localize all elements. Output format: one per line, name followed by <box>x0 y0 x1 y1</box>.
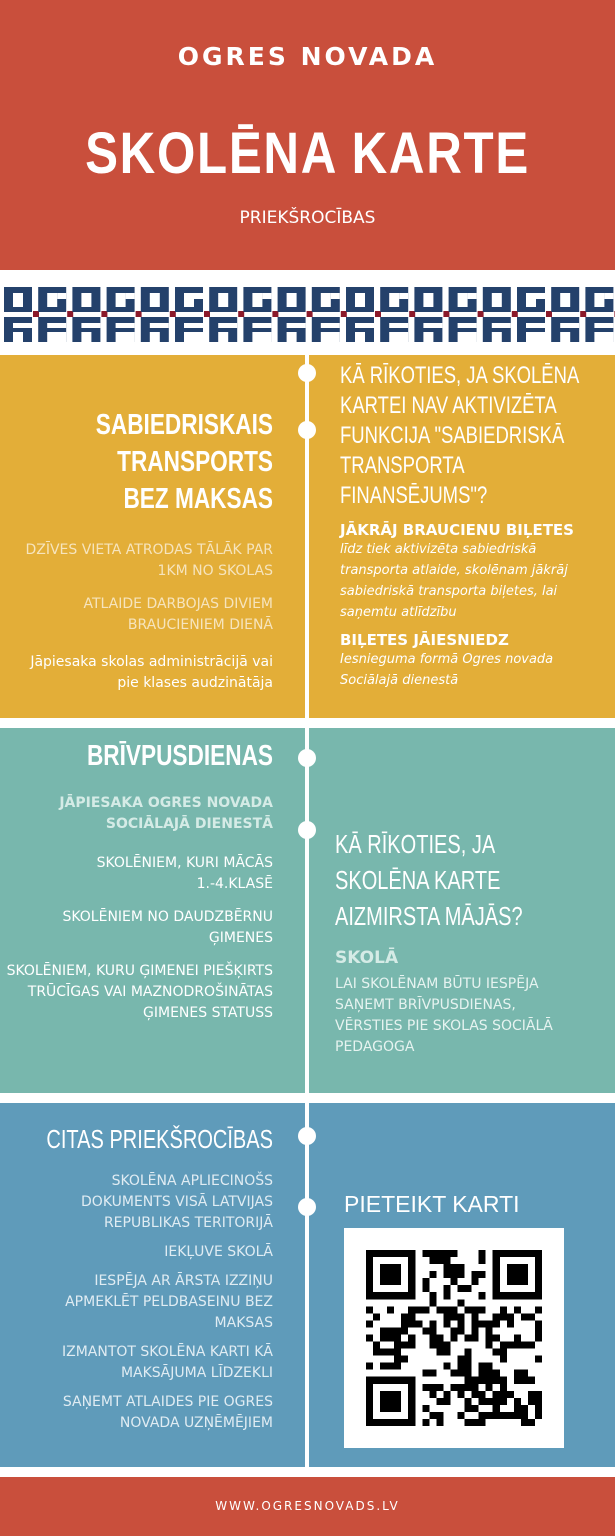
transport-note: Jāpiesaka skolas administrācijā vai pie klases audzinātāja <box>30 654 273 691</box>
step2-title: BIĻETES JĀIESNIEDZ <box>340 631 509 649</box>
step1-title: JĀKRĀJ BRAUCIENU BIĻETES <box>340 521 574 539</box>
lunch-item: SKOLĒNIEM, KURI MĀCĀS 1.-4.KLASĒ <box>96 855 273 892</box>
timeline-dot <box>298 1198 316 1216</box>
lunch-item: SKOLĒNIEM NO DAUDZBĒRNU ĢIMENES <box>62 909 273 946</box>
timeline-line <box>305 345 309 1477</box>
lunch-apply: JĀPIESAKA OGRES NOVADA SOCIĀLAJĀ DIENESTĀ <box>59 795 273 832</box>
timeline-dot <box>298 364 316 382</box>
forgot-text: LAI SKOLĒNAM BŪTU IESPĒJA SAŅEMT BRĪVPUSDIENAS, VĒRSTIES PIE SKOLAS SOCIĀLĀ PEDAGOGA <box>335 976 553 1055</box>
lunch-title: BRĪVPUSDIENAS <box>86 740 273 772</box>
header <box>0 0 615 270</box>
other-column <box>0 1123 273 1434</box>
lunch-column <box>0 738 273 1024</box>
timeline-dot <box>298 1127 316 1145</box>
transport-title: SABIEDRISKAIS TRANSPORTS BEZ MAKSAS <box>95 409 274 515</box>
other-item: SAŅEMT ATLAIDES PIE OGRES NOVADA UZŅĒMĒJIEM <box>62 1394 273 1431</box>
footer-url[interactable]: WWW.OGRESNOVADS.LV <box>0 1477 615 1536</box>
org-name: OGRES NOVADA <box>177 42 438 71</box>
step1-text: līdz tiek aktivizēta sabiedriskā transporta atlaide, skolēnam jākrāj sabiedriskā transporta biļetes, lai saņemtu atlīdzību <box>340 542 568 620</box>
other-item: IEKĻUVE SKOLĀ <box>164 1244 273 1260</box>
forgot-question: KĀ RĪKOTIES, JA SKOLĒNA KARTE AIZMIRSTA MĀJĀS? <box>335 829 523 931</box>
other-title: CITAS PRIEKŠROCĪBAS <box>46 1124 274 1154</box>
qr-code[interactable] <box>344 1228 564 1448</box>
transport-faq-column <box>340 361 608 691</box>
transport-column <box>8 407 273 694</box>
other-item: IZMANTOT SKOLĒNA KARTI KĀ MAKSĀJUMA LĪDZEKLI <box>62 1344 273 1381</box>
forgot-where: SKOLĀ <box>335 948 399 968</box>
other-item: IESPĒJA AR ĀRSTA IZZIŅU APMEKLĒT PELDBASEINU BEZ MAKSAS <box>65 1273 273 1331</box>
transport-faq-question: KĀ RĪKOTIES, JA SKOLĒNA KARTEI NAV AKTIVIZĒTA FUNKCIJA "SABIEDRISKĀ TRANSPORTA FINANSĒJUMS"? <box>340 362 579 509</box>
timeline-dot <box>298 821 316 839</box>
step2-text: Iesnieguma formā Ogres novada Sociālajā dienestā <box>340 652 554 688</box>
timeline-dot <box>298 749 316 767</box>
page-title: SKOLĒNA KARTE <box>85 121 530 186</box>
forgot-column <box>335 826 603 1058</box>
page-subtitle: PRIEKŠROCĪBAS <box>239 208 376 228</box>
lunch-item: SKOLĒNIEM, KURU ĢIMENEI PIEŠĶIRTS TRŪCĪGAS VAI MAZNODROŠINĀTAS ĢIMENES STATUSS <box>6 963 273 1021</box>
transport-item: ATLAIDE DARBOJAS DIVIEM BRAUCIENIEM DIENĀ <box>83 596 273 633</box>
apply-card-title: PIETEIKT KARTI <box>344 1191 520 1217</box>
transport-item: DZĪVES VIETA ATRODAS TĀLĀK PAR 1KM NO SKOLAS <box>25 542 273 579</box>
timeline-dot <box>298 421 316 439</box>
other-item: SKOLĒNA APLIECINOŠS DOKUMENTS VISĀ LATVIJAS REPUBLIKAS TERITORIJĀ <box>81 1173 273 1231</box>
ogre-pattern-banner <box>0 283 615 345</box>
